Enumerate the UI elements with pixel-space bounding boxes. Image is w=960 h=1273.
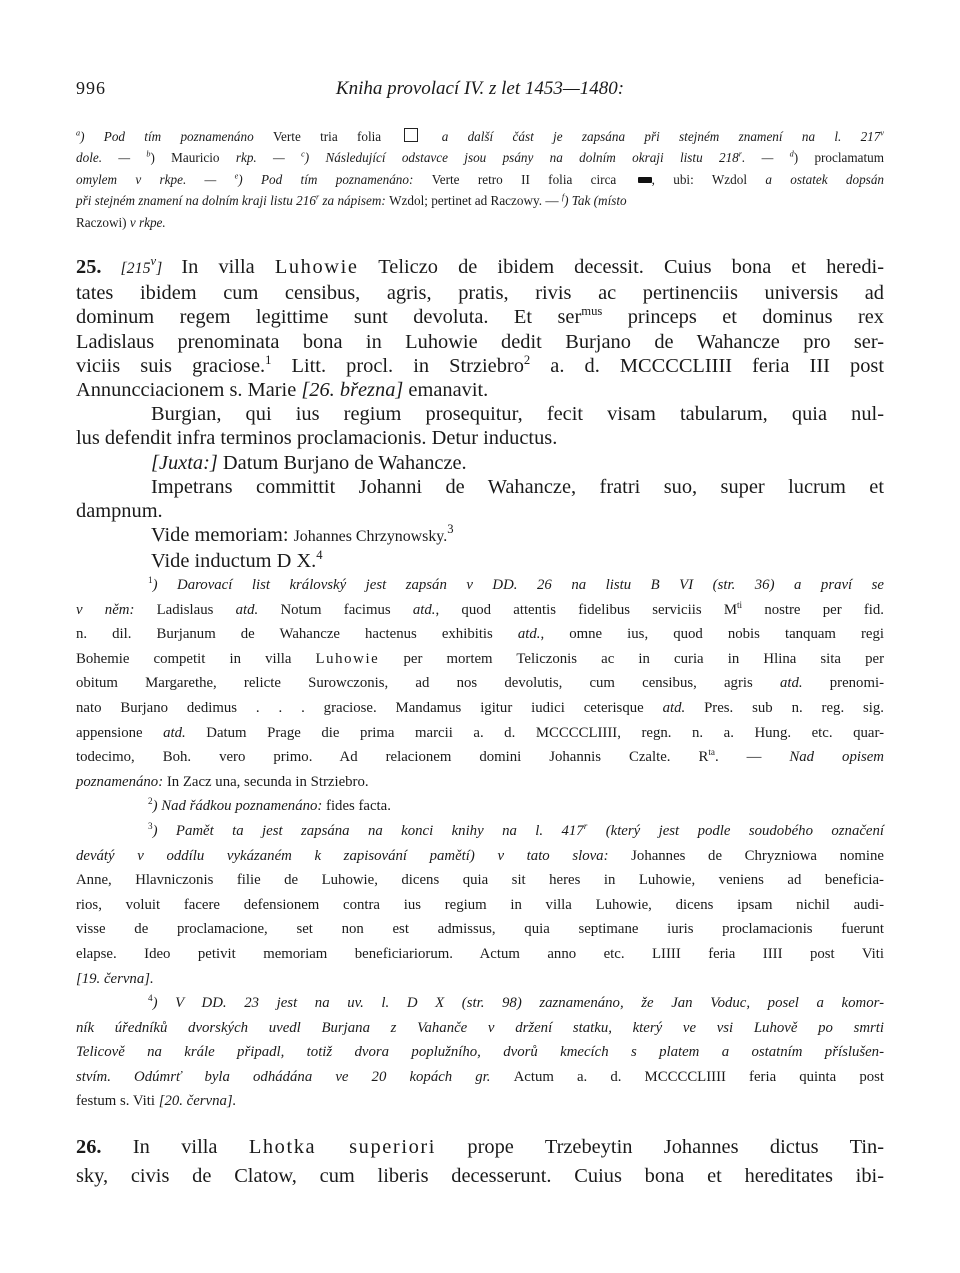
- text-run: Pres. sub n. reg. sig.: [685, 699, 884, 716]
- text-line: [76, 647, 884, 672]
- text-run: , quod attentis fidelibus serviciis M: [435, 601, 737, 618]
- text-line: [76, 190, 884, 211]
- text-line: [76, 598, 884, 623]
- text-run: princeps et dominus rex: [602, 306, 884, 329]
- text-run: Notum facimus: [258, 601, 413, 618]
- superscript: mus: [581, 304, 603, 319]
- text-run: ) Darovací list královský jest zapsán v DD. 26 na listu B VI (str. 36) a praví se: [152, 577, 884, 593]
- text-run: In villa: [181, 256, 275, 278]
- superscript: a: [76, 128, 81, 138]
- text-run: při stejném znamení na dolním kraji listu 216: [76, 193, 316, 209]
- text-run: ) proclamatum: [793, 150, 885, 166]
- text-run: Raczowi): [76, 214, 130, 230]
- superscript: b: [146, 150, 151, 160]
- text-line: [76, 1162, 884, 1191]
- text-run: [Juxta:]: [151, 451, 218, 474]
- text-run: ) Nad řádkou poznamenáno:: [152, 798, 327, 815]
- text-run: dominum regem legittime sunt devoluta. Et ser: [76, 306, 582, 329]
- running-header: [76, 78, 884, 102]
- text-line: [76, 1016, 884, 1041]
- text-line: [76, 475, 884, 499]
- text-line: [76, 917, 884, 942]
- ink-mark-symbol: [638, 177, 652, 183]
- superscript: e: [234, 171, 239, 181]
- text-line: [76, 967, 884, 992]
- text-run: , omne ius, quod nobis tanquam regi: [540, 626, 884, 643]
- text-line: [76, 354, 884, 378]
- text-line: [76, 819, 884, 844]
- text-run: Actum a. d. MCCCCLIIII feria quinta post: [513, 1068, 884, 1085]
- text-run: Datum Prage die prima marcii a. d. MCCCCLIIII, regn. n. a. Hung. etc. quar-: [185, 724, 885, 741]
- text-line: [76, 126, 884, 147]
- text-run: Vide memoriam:: [151, 524, 294, 547]
- text-run: Wzdol; pertinet ad Raczowy. —: [389, 193, 562, 209]
- text-run: sky, civis de Clatow, cum liberis decesserunt. Cuius bona et hereditates ibi-: [76, 1165, 884, 1187]
- text-run: Bohemie competit in villa: [76, 650, 316, 667]
- text-run: v něm:: [76, 601, 157, 618]
- text-run: v rkpe.: [129, 214, 166, 230]
- text-run: atd.: [163, 724, 186, 741]
- text-run: ník úředníků dvorských uvedl Burjana z Vahanče v držení statku, který ve vsi Luhově po smrti: [76, 1019, 884, 1036]
- text-run: Luhowie: [274, 256, 359, 278]
- text-line: [76, 745, 884, 770]
- superscript: ti: [736, 599, 743, 610]
- entry-25: [76, 255, 884, 574]
- text-line: [76, 721, 884, 746]
- text-run: rios, voluit facere defensionem contra ius regium in villa Luhowie, dicens ipsam nichil audi-: [76, 896, 884, 913]
- text-run: dole. —: [76, 150, 147, 166]
- superscript: ta: [708, 747, 715, 758]
- superscript: r: [738, 150, 742, 160]
- text-run: atd.: [662, 699, 686, 716]
- page-number: 996: [76, 78, 106, 98]
- text-run: In villa: [101, 1136, 249, 1158]
- crossed-box-symbol: [404, 128, 418, 142]
- superscript: 1: [148, 575, 153, 586]
- text-run: Johannes de Chryzniowa nomine: [631, 847, 885, 864]
- text-line: [76, 893, 884, 918]
- text-line: [76, 281, 884, 305]
- text-line: [76, 573, 884, 598]
- text-run: , ubi: Wzdol: [651, 171, 766, 187]
- text-run: . —: [714, 749, 790, 766]
- text-line: [76, 255, 884, 281]
- text-line: [76, 844, 884, 869]
- text-run: Nad opisem: [789, 749, 884, 766]
- text-run: Vide inductum D X.: [151, 550, 317, 573]
- text-run: 26.: [76, 1136, 102, 1158]
- text-run: . —: [741, 150, 790, 166]
- text-run: Lhotka superiori: [248, 1136, 437, 1158]
- text-run: viciis suis graciose.: [76, 354, 266, 377]
- text-run: Telicově na krále připadl, totiž dvora poplužního, dvorů kmecích s platem a ostatním příslušen-: [76, 1044, 884, 1061]
- text-run: a ostatek dopsán: [765, 171, 885, 187]
- text-run: a další část je zapsána při stejném znamení na l. 217: [422, 129, 881, 144]
- superscript: r: [315, 192, 320, 202]
- text-run: a. d. MCCCCLIIII feria III post: [530, 354, 884, 377]
- running-title: Kniha provolací IV. z let 1453—1480:: [335, 78, 625, 99]
- text-run: visse de proclamacione, set non est admissus, quia septimane iuris proclamacionis fuerunt: [76, 921, 884, 938]
- text-run: ]: [156, 260, 182, 277]
- text-line: [76, 305, 884, 329]
- text-run: Teliczo de ibidem decessit. Cuius bona et heredi-: [358, 256, 884, 278]
- text-run: Verte retro II folia circa: [431, 171, 635, 187]
- superscript: c: [301, 150, 305, 160]
- text-line: [76, 378, 884, 402]
- text-run: festum s. Viti: [76, 1093, 159, 1110]
- text-line: [76, 147, 884, 168]
- text-run: ) Následující odstavce jsou psány na dolním okraji listu 218: [304, 150, 739, 166]
- superscript: 4: [148, 993, 153, 1004]
- text-run: nato Burjano dedimus . . . graciose. Mandamus igitur iudici ceterisque: [76, 699, 663, 716]
- text-line: [76, 402, 884, 426]
- superscript: d: [789, 150, 794, 160]
- superscript: f: [561, 192, 565, 202]
- text-run: atd.: [517, 626, 541, 643]
- text-run: poznamenáno:: [76, 773, 167, 790]
- text-run: Ladislaus prenominata bona in Luhowie dedit Burjano de Wahancze pro ser-: [76, 330, 884, 353]
- text-run: nostre per fid.: [742, 601, 884, 618]
- text-run: dampnum.: [76, 500, 163, 523]
- text-run: 25.: [76, 256, 102, 278]
- text-run: obitum Margarethe, relicte Surowczonis, ad nos devolutis, cum censibus, agris: [76, 675, 780, 692]
- superscript: 1: [265, 353, 272, 368]
- text-run: lus defendit infra terminos proclamacionis. Detur inductus.: [76, 427, 558, 450]
- superscript: 2: [523, 353, 531, 368]
- text-run: ) Pod tím poznamenáno:: [238, 171, 432, 187]
- text-line: [76, 212, 884, 233]
- text-line: [76, 330, 884, 354]
- superscript: v: [150, 254, 157, 269]
- text-run: Litt. procl. in Strziebro: [271, 354, 524, 377]
- text-line: [76, 1133, 884, 1162]
- footnotes: [76, 573, 884, 1114]
- text-run: ) V DD. 23 jest na uv. l. D X (str. 98) zaznamenáno, že Jan Voduc, posel a komor-: [152, 995, 884, 1012]
- text-run: omylem v rkpe. —: [76, 171, 235, 187]
- text-run: atd.: [235, 601, 259, 618]
- text-run: rkp. —: [235, 150, 302, 166]
- text-line: [76, 942, 884, 967]
- text-run: Johannes Chrzynowsky.: [293, 528, 448, 546]
- textual-notes: [76, 126, 884, 233]
- text-run: atd.: [412, 601, 436, 618]
- text-run: stvím. Odúmrť byla odhádána ve 20 kopách gr.: [76, 1068, 514, 1085]
- text-line: [76, 169, 884, 190]
- text-run: Luhowie: [315, 650, 380, 667]
- text-run: Verte tria folia: [272, 129, 401, 144]
- text-run: Datum Burjano de Wahancze.: [217, 451, 467, 474]
- superscript: 4: [316, 548, 323, 563]
- text-line: [76, 770, 884, 795]
- text-run: ) Mauricio: [150, 150, 236, 166]
- text-run: ) Pod tím poznamenáno: [80, 129, 273, 144]
- text-run: prope Trzebeytin Johannes dictus Tin-: [436, 1136, 885, 1158]
- text-run: In Zacz una, secunda in Strziebro.: [166, 773, 369, 790]
- text-line: [76, 671, 884, 696]
- text-line: [76, 499, 884, 523]
- text-run: Impetrans committit Johanni de Wahancze, fratri suo, super lucrum et: [151, 475, 884, 498]
- text-run: [215: [101, 260, 151, 277]
- text-run: elapse. Ideo petivit memoriam beneficiariorum. Actum anno etc. LIIII feria IIII post Viti: [76, 945, 884, 962]
- text-run: emanavit.: [403, 379, 489, 402]
- text-line: [76, 696, 884, 721]
- superscript: 3: [148, 821, 153, 832]
- superscript: 2: [148, 796, 153, 807]
- text-line: [76, 1065, 884, 1090]
- text-run: atd.: [779, 675, 803, 692]
- superscript: 3: [447, 522, 454, 537]
- text-run: ) Pamět ta jest zapsána na konci knihy na l. 417: [152, 822, 584, 839]
- text-line: [76, 1089, 884, 1114]
- text-run: Burgian, qui ius regium prosequitur, fecit visam tabularum, quia nul-: [151, 403, 884, 426]
- text-run: [20. června].: [158, 1093, 237, 1110]
- text-run: Anne, Hlavniczonis filie de Luhowie, dicens quia sit heres in Luhowie, veniens ad beneficia-: [76, 872, 884, 889]
- text-line: [76, 426, 884, 450]
- text-run: [19. června].: [76, 970, 154, 987]
- text-run: prenomi-: [802, 675, 884, 692]
- text-run: Annuncciacionem s. Marie: [76, 379, 302, 402]
- text-line: [76, 794, 884, 819]
- text-run: Ladislaus: [156, 601, 236, 618]
- text-line: [76, 868, 884, 893]
- text-line: [76, 549, 884, 573]
- text-run: za nápisem:: [319, 193, 390, 209]
- text-line: [76, 523, 884, 549]
- text-run: [26. března]: [301, 379, 404, 402]
- text-run: (který jest podle soudobého označení: [587, 822, 884, 839]
- superscript: v: [880, 128, 884, 138]
- text-run: fides facta.: [326, 798, 391, 815]
- entry-26: [76, 1133, 884, 1191]
- text-run: appensione: [76, 724, 164, 741]
- superscript: r: [583, 821, 588, 832]
- text-run: n. dil. Burjanum de Wahancze hactenus exhibitis: [76, 626, 518, 643]
- text-line: [76, 451, 884, 475]
- text-run: tates ibidem cum censibus, agris, pratis, rivis ac pertinenciis universis ad: [76, 282, 884, 305]
- text-run: ) Tak (místo: [564, 193, 627, 209]
- text-run: devátý v oddílu vykázaném k zapisování pamětí) v tato slova:: [76, 847, 632, 864]
- text-run: todecimo, Boh. vero primo. Ad relacionem domini Johannis Czalte. R: [76, 749, 709, 766]
- text-line: [76, 1040, 884, 1065]
- text-line: [76, 991, 884, 1016]
- text-run: per mortem Teliczonis ac in curia in Hlina sita per: [379, 650, 884, 667]
- text-line: [76, 622, 884, 647]
